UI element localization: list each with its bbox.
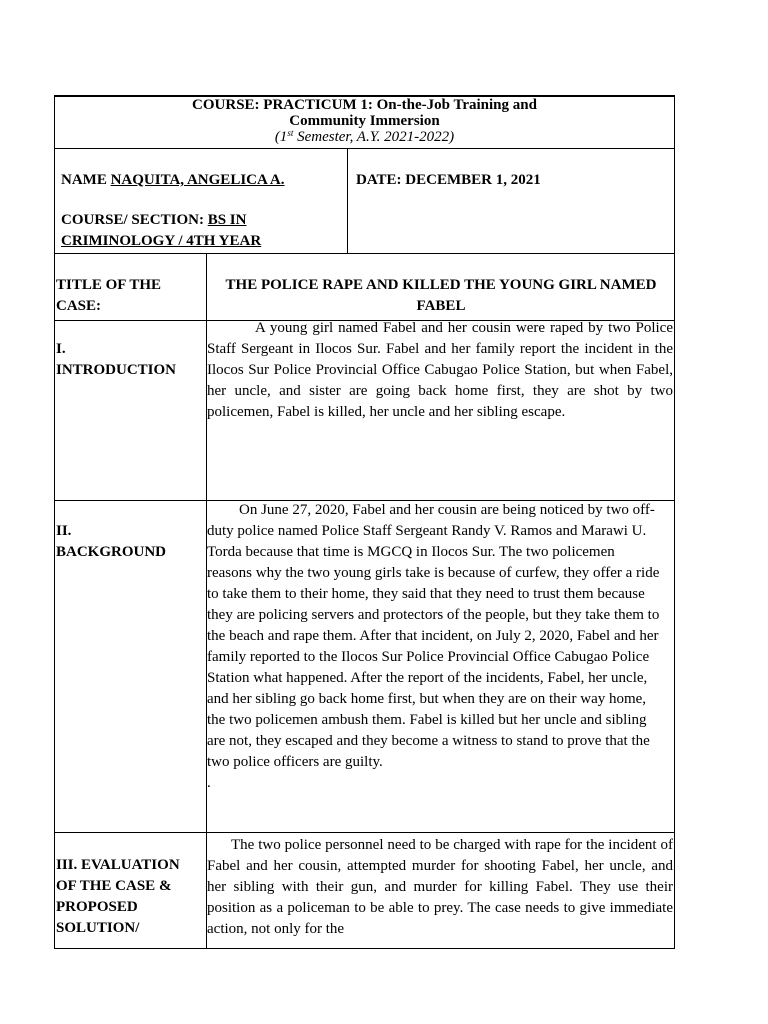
introduction-text: A young girl named Fabel and her cousin were raped by two Police Staff Sergeant in Ilocos Sur. Fabel and her family report the incident in the Ilocos Sur Police Provincial Office Cabugao Police Station, but when Fabel, her uncle, and sister are going back home first, they are shot by two policemen, Fabel is killed, her uncle and her sibling escape. — [207, 320, 673, 420]
student-name: NAME NAQUITA, ANGELICA A. — [61, 172, 285, 188]
row-divider — [54, 832, 675, 833]
background-label: II. BACKGROUND — [56, 523, 167, 560]
date-field: DATE: DECEMBER 1, 2021 — [356, 172, 541, 188]
introduction-label: I. INTRODUCTION — [56, 341, 177, 378]
evaluation-label: III. EVALUATION OF THE CASE & PROPOSED SOLUTION/ — [56, 857, 180, 936]
bottom-border — [54, 948, 675, 949]
left-border — [54, 95, 55, 949]
semester-line: (1st Semester, A.Y. 2021-2022) — [274, 128, 455, 145]
right-border — [674, 95, 675, 949]
title-label: TITLE OF THE CASE: — [56, 277, 162, 314]
course-title-line1: COURSE: PRACTICUM 1: On-the-Job Training and — [192, 97, 537, 113]
course-header — [54, 97, 675, 145]
col-divider — [347, 148, 348, 254]
evaluation-text: The two police personnel need to be charged with rape for the incident of Fabel and her cousin, attempted murder for shooting Fabel, her uncle, and her sibling with their gun, and murder for killing Fabel. They use their position as a policeman to be able to prey. The case needs to give immediate action, not only for the — [207, 837, 673, 937]
background-text: On June 27, 2020, Fabel and her cousin are being noticed by two off-duty police named Police Staff Sergeant Randy V. Ramos and Marawi U. Torda because that time is MGCQ in Ilocos Sur. The two policemen reasons why the two young girls take is because of curfew, they offer a ride to take them to their home, they said that they need to trust them because they are policing servers and protectors of the people, but they take them to the beach and rape them. After that incident, on July 2, 2020, Fabel and her family reported to the Ilocos Sur Police Provincial Office Cabugao Police Station what happened. After the report of the incidents, Fabel, her uncle, and her sibling go back home first, but when they are on their way home, the two policemen ambush them. Fabel is killed but her uncle and sibling are not, they escaped and they become a witness to stand to prove that the two police officers are guilty. . — [207, 502, 660, 791]
case-title: THE POLICE RAPE AND KILLED THE YOUNG GIRL NAMED FABEL — [225, 277, 657, 314]
row-divider — [54, 148, 675, 149]
course-title-line2: Community Immersion — [289, 113, 440, 129]
course-section: COURSE/ SECTION: BS IN CRIMINOLOGY / 4TH YEAR — [61, 212, 262, 249]
row-divider — [54, 253, 675, 254]
